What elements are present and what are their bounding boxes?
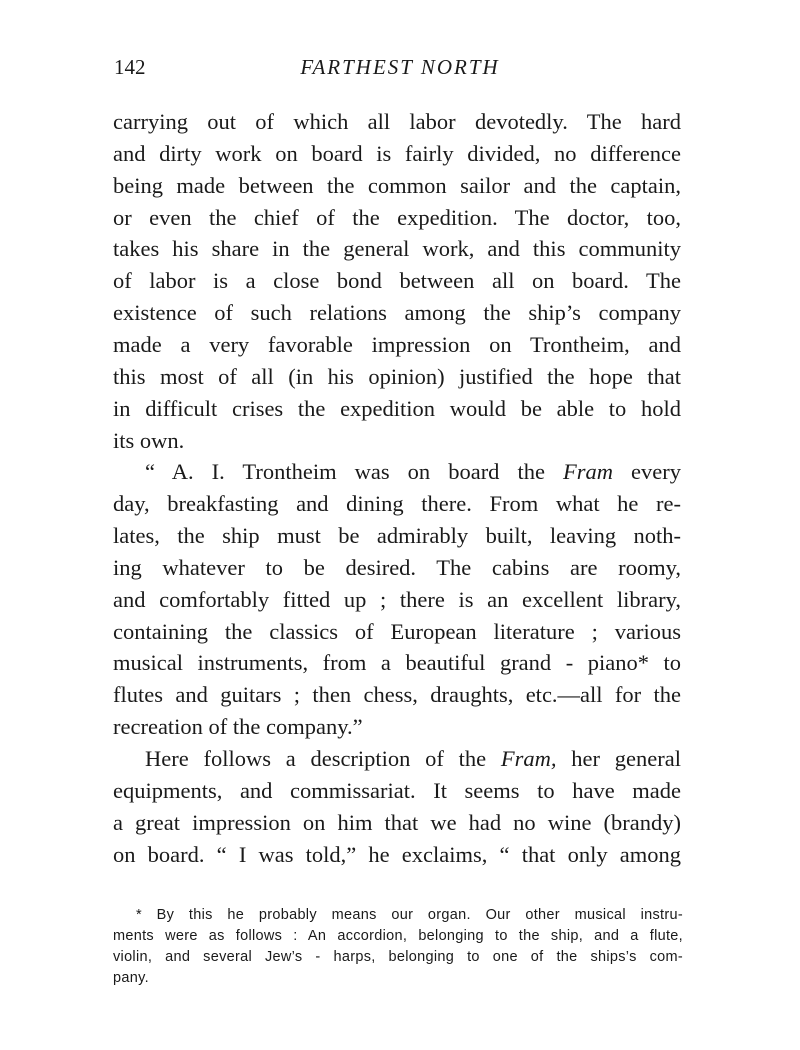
text-line: its own. (113, 427, 185, 453)
italic-span: Fram (563, 459, 613, 485)
text-line (145, 456, 681, 488)
text-line (145, 743, 681, 775)
text-line: equipments, and commissariat. It seems to have made (113, 777, 681, 803)
text-line: ing whatever to be desired. The cabins are roomy, (113, 554, 681, 580)
text-line: on board. “ I was told,” he exclaims, “ that only among (113, 841, 681, 867)
text-span: every (613, 459, 681, 485)
text-line: recreation of the company.” (113, 714, 363, 740)
text-line: being made between the common sailor and the captain, (113, 172, 681, 198)
text-line: day, breakfasting and dining there. From what he re- (113, 491, 681, 517)
text-line: of labor is a close bond between all on board. The (113, 268, 681, 294)
text-line: flutes and guitars ; then chess, draughts, etc.—all for the (113, 682, 681, 708)
text-line: and comfortably fitted up ; there is an excellent library, (113, 586, 681, 612)
text-line: made a very favorable impression on Trontheim, and (113, 331, 681, 357)
text-line: or even the chief of the expedition. The doctor, too, (113, 204, 681, 230)
text-line: musical instruments, from a beautiful grand - piano* to (113, 650, 681, 676)
text-line: this most of all (in his opinion) justified the hope that (113, 363, 681, 389)
text-span: her general (556, 746, 681, 771)
text-line: containing the classics of European literature ; various (113, 618, 681, 644)
text-line: in difficult crises the expedition would be able to hold (113, 395, 681, 421)
footnote-line: ments were as follows : An accordion, belonging to the ship, and a flute, (113, 928, 683, 944)
text-span: “ A. I. Trontheim was on board the (145, 459, 563, 485)
text-line: existence of such relations among the ship’s company (113, 300, 681, 326)
footnote-line: pany. (113, 970, 149, 986)
italic-span: Fram, (500, 746, 557, 771)
footnote-line: * By this he probably means our organ. Our other musical instru- (136, 907, 683, 923)
page-number: 142 (114, 55, 146, 79)
running-title: FARTHEST NORTH (300, 55, 500, 79)
text-line: takes his share in the general work, and this community (113, 236, 681, 262)
text-line: carrying out of which all labor devotedly. The hard (113, 109, 681, 134)
text-span: Here follows a description of the (145, 746, 501, 771)
text-line: a great impression on him that we had no wine (brandy) (113, 809, 681, 835)
text-line: and dirty work on board is fairly divided, no difference (113, 140, 681, 166)
text-line: lates, the ship must be admirably built, leaving noth- (113, 523, 681, 549)
footnote-line: violin, and several Jew’s - harps, belonging to one of the ships’s com- (113, 949, 683, 965)
